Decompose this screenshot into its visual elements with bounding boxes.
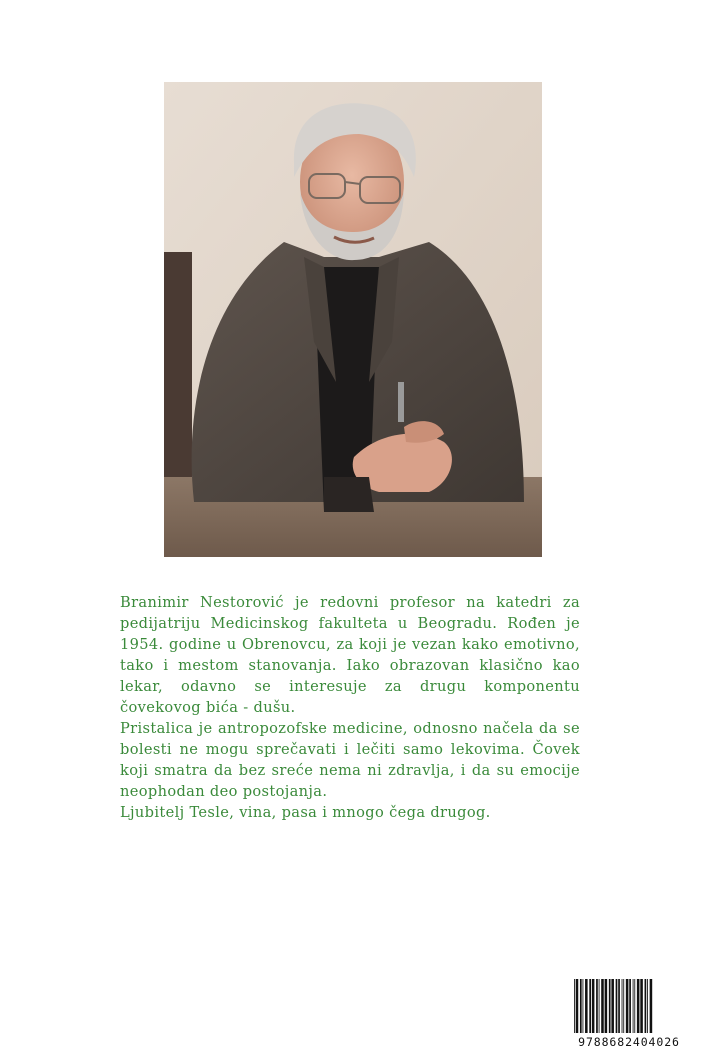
barcode-bar bbox=[589, 979, 591, 1033]
barcode-bar bbox=[601, 979, 604, 1033]
isbn-number: 9788682404026 bbox=[578, 1035, 680, 1049]
bio-paragraph: Branimir Nestorović je redovni profesor na katedri za pedijatriju Medicinskog fakulteta u Beogradu. Rođen je 1954. godine u Obrenovcu, za koji je vezan kako emotivno, tako i mestom stanovanja. Iako obrazovan klasično kao lekar, odavno se interesuje za drugu komponentu čovekovog bića - dušu. bbox=[120, 594, 580, 716]
barcode-bar bbox=[633, 979, 634, 1033]
barcode-bar bbox=[623, 979, 624, 1033]
barcode-bar bbox=[634, 979, 635, 1033]
author-portrait-image bbox=[164, 82, 542, 557]
barcode-bar bbox=[599, 979, 600, 1033]
author-photo bbox=[164, 82, 542, 557]
barcode-bar bbox=[650, 979, 653, 1033]
barcode-bar bbox=[583, 979, 584, 1033]
barcode-bar bbox=[580, 979, 582, 1033]
barcode-bar bbox=[574, 979, 575, 1033]
barcode-bar bbox=[640, 979, 643, 1033]
barcode-bar bbox=[626, 979, 629, 1033]
barcode-bar bbox=[609, 979, 611, 1033]
bio-paragraph: Pristalica je antropozofske medicine, odnosno načela da se bolesti ne mogu sprečavati i lečiti samo lekovima. Čovek koji smatra da bez sreće nema ni zdravlja, i da su emocije neophodan deo postojanja. bbox=[120, 720, 580, 800]
barcode-bar bbox=[585, 979, 588, 1033]
barcode-bar bbox=[645, 979, 647, 1033]
barcode-bar bbox=[605, 979, 608, 1033]
barcode-bar bbox=[576, 979, 579, 1033]
barcode-bar bbox=[611, 979, 614, 1033]
barcode-bars bbox=[566, 975, 692, 1035]
bio-paragraph: Ljubitelj Tesle, vina, pasa i mnogo čega drugog. bbox=[120, 804, 491, 821]
barcode-bar bbox=[622, 979, 623, 1033]
isbn-barcode bbox=[566, 975, 692, 1056]
barcode-bar bbox=[618, 979, 620, 1033]
barcode-bar bbox=[637, 979, 640, 1033]
barcode-bar bbox=[629, 979, 631, 1033]
barcode-bar bbox=[596, 979, 598, 1033]
barcode-bar bbox=[616, 979, 618, 1033]
barcode-bar bbox=[592, 979, 595, 1033]
author-bio bbox=[120, 592, 580, 823]
barcode-bar bbox=[647, 979, 648, 1033]
